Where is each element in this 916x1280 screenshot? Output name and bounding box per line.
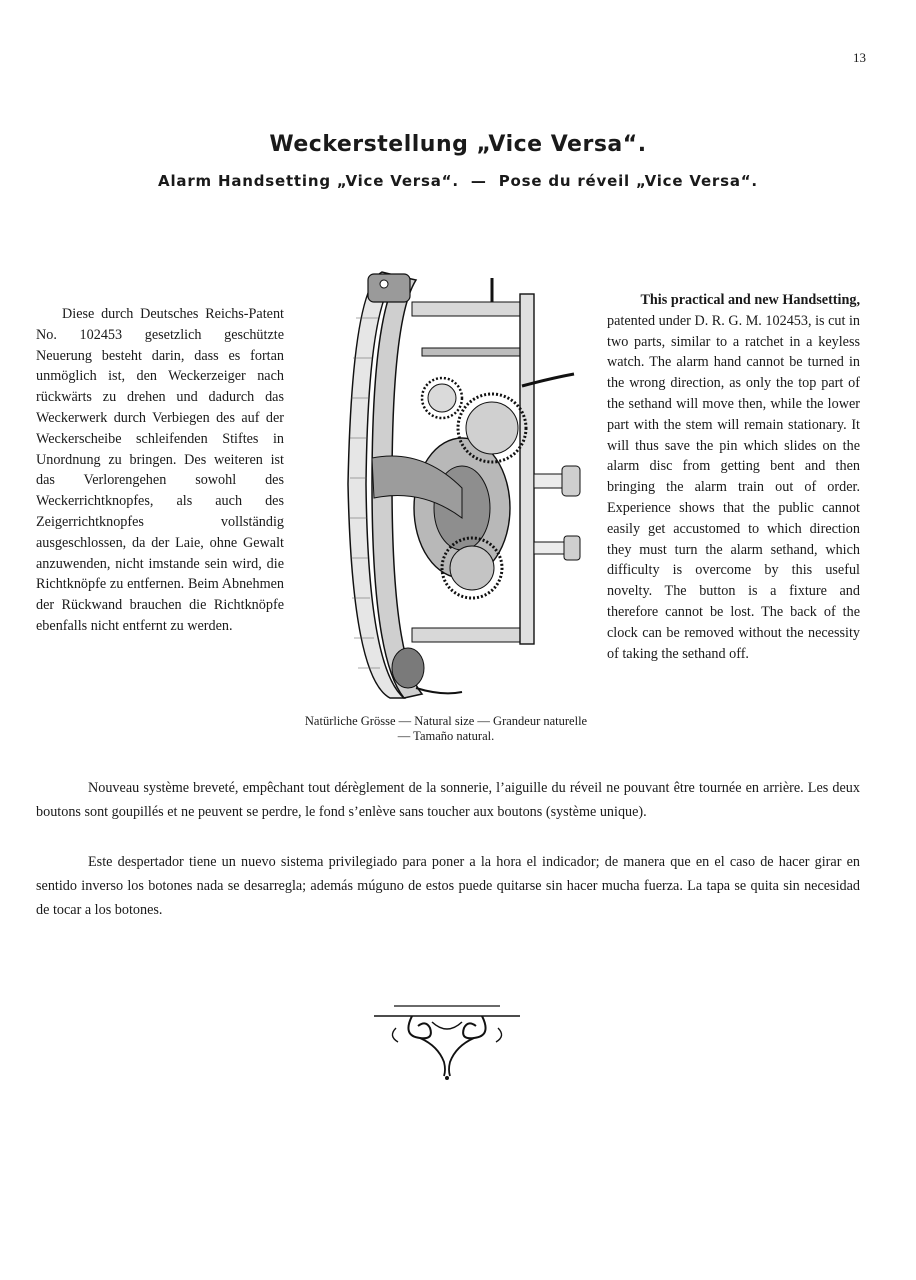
french-paragraph: Nouveau système breveté, empêchant tout dérèglement de la sonnerie, l’aiguille du réveil ne pouvant être tournée en arrière. Les deux boutons sont goupillés et ne peuvent se perdre, le fond s’enlève sans toucher aux boutons (système unique).	[36, 780, 860, 820]
page-subtitle: Alarm Handsetting „Vice Versa“. — Pose du réveil „Vice Versa“.	[158, 172, 758, 190]
page-title: Weckerstellung „Vice Versa“.	[269, 132, 647, 157]
page-number: 13	[853, 50, 866, 65]
german-description: Diese durch Deutsches Reichs-Patent No. 102453 gesetzlich geschützte Neuerung besteht darin, dass es fortan unmöglich ist, den Weckerzeiger nach rückwärts zu drehen und dadurch das Weckerwerk durch Verbiegen des auf der Weckerscheibe schleifenden Stiftes in Unordnung zu bringen. Des weiteren ist das Verlorengehen sowohl des Weckerrichtknopfes, als auch des Zeigerrichtknopfes vollständig ausgeschlossen, da der Laie, ohne Gewalt anzuwenden, nicht imstande sein wird, die Richtknöpfe zu entfernen. Beim Abnehmen der Rückwand brauchen die Richtknöpfe ebenfalls nicht entfernt zu werden.	[36, 306, 284, 634]
english-lead: This practical and new Handsetting,	[640, 292, 860, 308]
clock-movement-illustration	[312, 258, 602, 710]
spanish-paragraph: Este despertador tiene un nuevo sistema privilegiado para poner a la hora el indicador; de manera que en el caso de hacer girar en sentido inverso los botones nada se desarregla; además múguno de estos puede quitarse sin hacer mucha fuerza. La tapa se quita sin necesidad de tocar a los botones.	[36, 854, 860, 918]
figure-caption: Natürliche Grösse — Natural size — Grandeur naturelle — Tamaño natural.	[304, 714, 588, 743]
english-body: patented under D. R. G. M. 102453, is cut in two parts, similar to a ratchet in a keyless watch. The alarm hand cannot be turned in the wrong direction, as only the top part of the sethand will move then, while the lower part with the stem will remain stationary. It will thus save the pin which slides on the alarm disc from getting bent and then bringing the alarm train out of order. Experience shows that the public cannot easily get accustomed to which direction they must turn the alarm sethand, which difficulty is overcome by this useful novelty. The button is a fixture and therefore cannot be lost. The back of the clock can be removed without the necessity of taking the sethand off.	[607, 312, 860, 662]
art-nouveau-ornament-icon	[372, 1002, 522, 1082]
english-description	[607, 290, 860, 664]
clock-movement-icon	[312, 258, 602, 710]
